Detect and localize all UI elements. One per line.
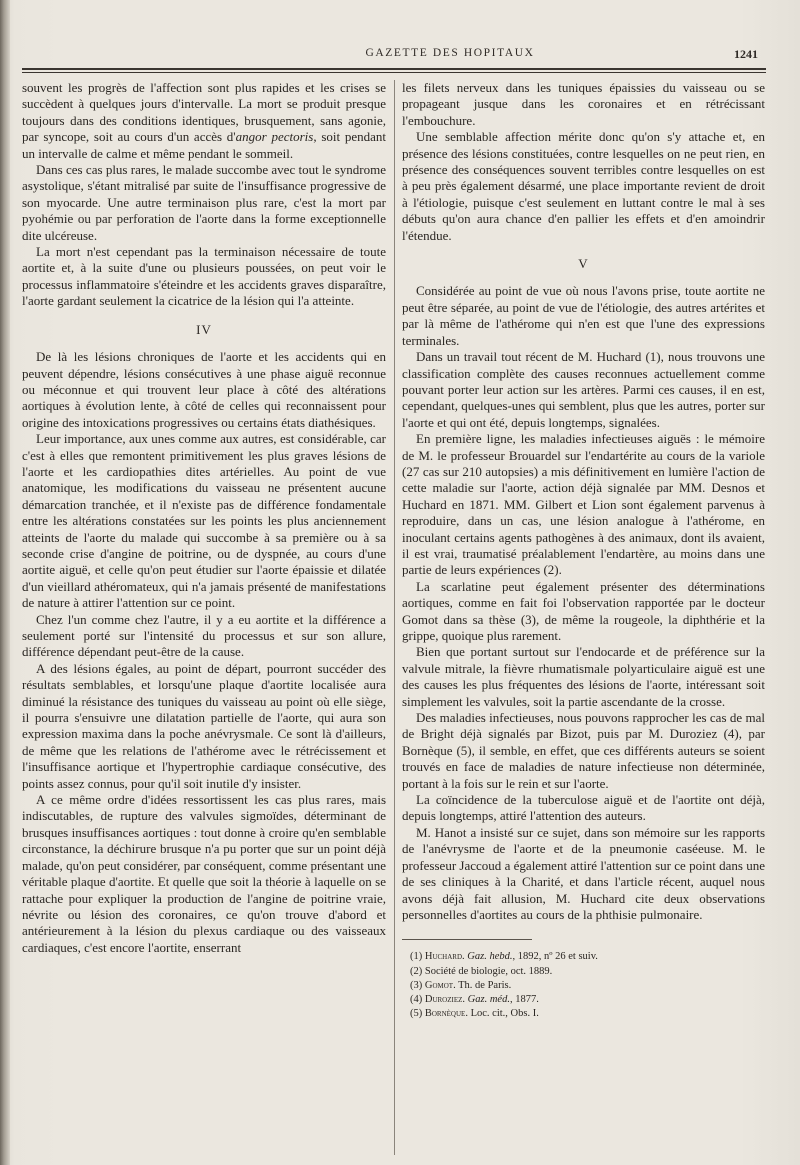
paragraph: Leur importance, aux unes comme aux autres, est considérable, car c'est à elles que remontent primitivement les plus graves lésions de l'aorte et les cardiopathies dites artérielles. Au point de vue anatomique, les modifications du vaisseau ne présentent aucune démarcation tranchée, et il n'existe pas de différence fondamentale entre les altérations constatées sur les points les plus anciennement atteints de l'aorte du malade qui succombe à sa première ou à sa seconde crise d'angine de poitrine, ou de dyspnée, au cours d'une aortite aiguë, et celle qu'on peut étudier sur l'aorte épaissie et dilatée d'un vieillard athéromateux, qui n'a jamais présenté de manifestations de nature à attirer l'attention sur ce point. (22, 431, 386, 611)
paragraph: La coïncidence de la tuberculose aiguë et de l'aortite ont déjà, depuis longtemps, attiré l'attention des auteurs. (402, 792, 765, 824)
paragraph: Des maladies infectieuses, nous pouvons rapprocher les cas de mal de Bright déjà signalés par Bizot, puis par M. Duroziez (4), par Bornèque (5), il semble, en effet, que ces différents auteurs se soient trouvés en face de maladies de nature infectieuse non déterminée, portant à la fois sur le rein et sur l'aorte. (402, 710, 765, 791)
paragraph: Chez l'un comme chez l'autre, il y a eu aortite et la différence a seulement porté sur l'intensité du processus et sur son allure, différence dépendant peut-être de la cause. (22, 611, 386, 660)
paragraph: souvent les progrès de l'affection sont plus rapides et les crises se succèdent à quelques jours d'intervalle. La mort se produit presque toujours dans des conditions identiques, brusquement, sans agonie, par syncope, soit au cours d'un accès d'angor pectoris, soit pendant un intervalle de calme et même pendant le sommeil. (22, 80, 387, 161)
paragraph: Dans un travail tout récent de M. Huchard (1), nous trouvons une classification complète des causes reconnues actuellement comme pouvant porter leur action sur les artères. Parmi ces causes, il en est, cependant, quelques-unes qui semblent, plus que les autres, porter sur l'aorte et qui ont été, depuis longtemps, signalées. (402, 349, 765, 430)
paragraph: De là les lésions chroniques de l'aorte et les accidents qui en peuvent dépendre, lésions consécutives à une phase aiguë reconnue ou méconnue et qui trouvent leur place à côté des altérations aortiques à évolution lente, à côté de celles qui reconnaissent pour origine des intoxications progressives ou certains états diathésiques. (22, 349, 386, 430)
section-heading-iv: IV (196, 321, 212, 337)
column-divider (394, 80, 395, 1155)
italic-term: angor pectoris (235, 129, 314, 145)
page-number: 1241 (734, 47, 758, 61)
paragraph: les filets nerveux dans les tuniques épaissies du vaisseau ou se propageant jusque dans les coronaires et en rétrécissant l'embouchure. (402, 80, 765, 128)
footnote-rule (402, 939, 532, 940)
header-rule-thin (22, 72, 766, 73)
footnote: (4) Duroziez. Gaz. méd., 1877. (410, 993, 539, 1005)
paragraph: Une semblable affection mérite donc qu'on s'y attache et, en présence des lésions constituées, contre lesquelles on ne peut rien, en présence des conséquences souvent terribles contre lesquelles on est à peu près également désarmé, une place importante revient de droit à l'étiologie, puisque c'est seulement en luttant contre le mal à ses débuts qu'on aura chance d'en pallier les effets et d'en amoindrir l'étendue. (402, 129, 765, 243)
paragraph: Considérée au point de vue où nous l'avons prise, toute aortite ne peut être séparée, au point de vue de l'étiologie, des autres artérites et par là même de l'athérome qui n'en est que l'une des expressions terminales. (402, 283, 765, 348)
footnotes (402, 950, 765, 1021)
footnote: (5) Bornèque. Loc. cit., Obs. I. (410, 1008, 539, 1020)
paragraph: Bien que portant surtout sur l'endocarde et de préférence sur la valvule mitrale, la fièvre rhumatismale polyarticulaire aiguë est une des causes les plus fréquentes des lésions de l'aorte, intéressant soit simplement les valvules, soit la partie ascendante de la crosse. (402, 644, 765, 709)
footnote: (3) Gomot. Th. de Paris. (410, 979, 512, 991)
footnote: (2) Société de biologie, oct. 1889. (410, 965, 553, 977)
footnote: (1) Huchard. Gaz. hebd., 1892, nº 26 et suiv. (410, 951, 598, 963)
section-heading-v: V (578, 256, 589, 272)
paragraph: A ce même ordre d'idées ressortissent les cas plus rares, mais indiscutables, de rupture des valvules sigmoïdes, déterminant de brusques insuffisances aortiques : tout donne à croire qu'en semblable circonstance, la déchirure brusque n'a pu porter que sur un point déjà malade, qu'on peut considérer, par conséquent, comme présentant une véritable plaque d'aortite. Et quelle que soit la théorie à laquelle on se rattache pour expliquer la production de l'angine de poitrine vraie, névrite ou lésion des coronaires, ce qu'on trouve d'abord et antérieurement à la lésion du plexus cardiaque ou des vaisseaux cardiaques, c'est encore l'aortite, enserrant (22, 792, 386, 955)
running-header-title: GAZETTE DES HOPITAUX (365, 47, 535, 59)
paragraph: M. Hanot a insisté sur ce sujet, dans son mémoire sur les rapports de l'anévrysme de l'aorte et de la pneumonie caséeuse. M. le professeur Jaccoud a également attiré l'attention sur ce point dans une de ses cliniques à la Charité, et dans l'article récent, auquel nous avons déjà fait allusion, M. Huchard cite deux observations personnelles d'aortites au cours de la phthisie pulmonaire. (402, 824, 765, 922)
paragraph: A des lésions égales, au point de départ, pourront succéder des résultats semblables, et lorsqu'une plaque d'aortite localisée aura diminué la résistance des tuniques du vaisseau au point où elle siège, il pourra s'ensuivre une dilatation partielle de l'aorte, qui aura son expression maxima dans la poche anévrysmale. Ce sont là d'ailleurs, de même que les relations de l'athérome avec le rétrécissement et l'insuffisance aortique et l'hypertrophie cardiaque consécutive, des points assez connus, pour qu'il soit inutile d'y insister. (22, 660, 386, 791)
paragraph: Dans ces cas plus rares, le malade succombe avec tout le syndrome asystolique, s'étant mitralisé par suite de l'insuffisance progressive de son myocarde. Une autre terminaison plus rare, c'est la mort par pyohémie ou par perforation de l'aorte dans la forme exceptionnelle dite ulcéreuse. (22, 162, 386, 243)
paragraph: La mort n'est cependant pas la terminaison nécessaire de toute aortite et, à la suite d'une ou plusieurs poussées, on peut voir le processus inflammatoire s'éteindre et les accidents graves disparaître, l'aorte gardant seulement la cicatrice de la lésion qui l'a atteinte. (22, 244, 386, 309)
paragraph: En première ligne, les maladies infectieuses aiguës : le mémoire de M. le professeur Brouardel sur l'endartérite au cours de la variole (27 cas sur 210 autopsies) a mis définitivement en lumière l'action de cette maladie sur l'aorte, action déjà signalée par MM. Desnos et Huchard en 1871. MM. Gilbert et Lion sont également parvenus à reproduire, dans un cas, une lésion analogue à l'athérome, en inoculant certains agents pathogènes à des animaux, dont ils avaient, il est vrai, traumatisé préalablement l'endartère, au moins dans une partie de leurs expériences (2). (402, 431, 765, 578)
right-column (402, 80, 765, 1021)
header-rule-thick (22, 68, 766, 70)
left-column (22, 80, 386, 956)
page-binding-edge (0, 0, 10, 1165)
paragraph: La scarlatine peut également présenter des déterminations aortiques, comme en fait foi l'observation rapportée par le docteur Gomot dans sa thèse (3), de même la rougeole, la diphthérie et la grippe, quoique plus rarement. (402, 578, 765, 643)
